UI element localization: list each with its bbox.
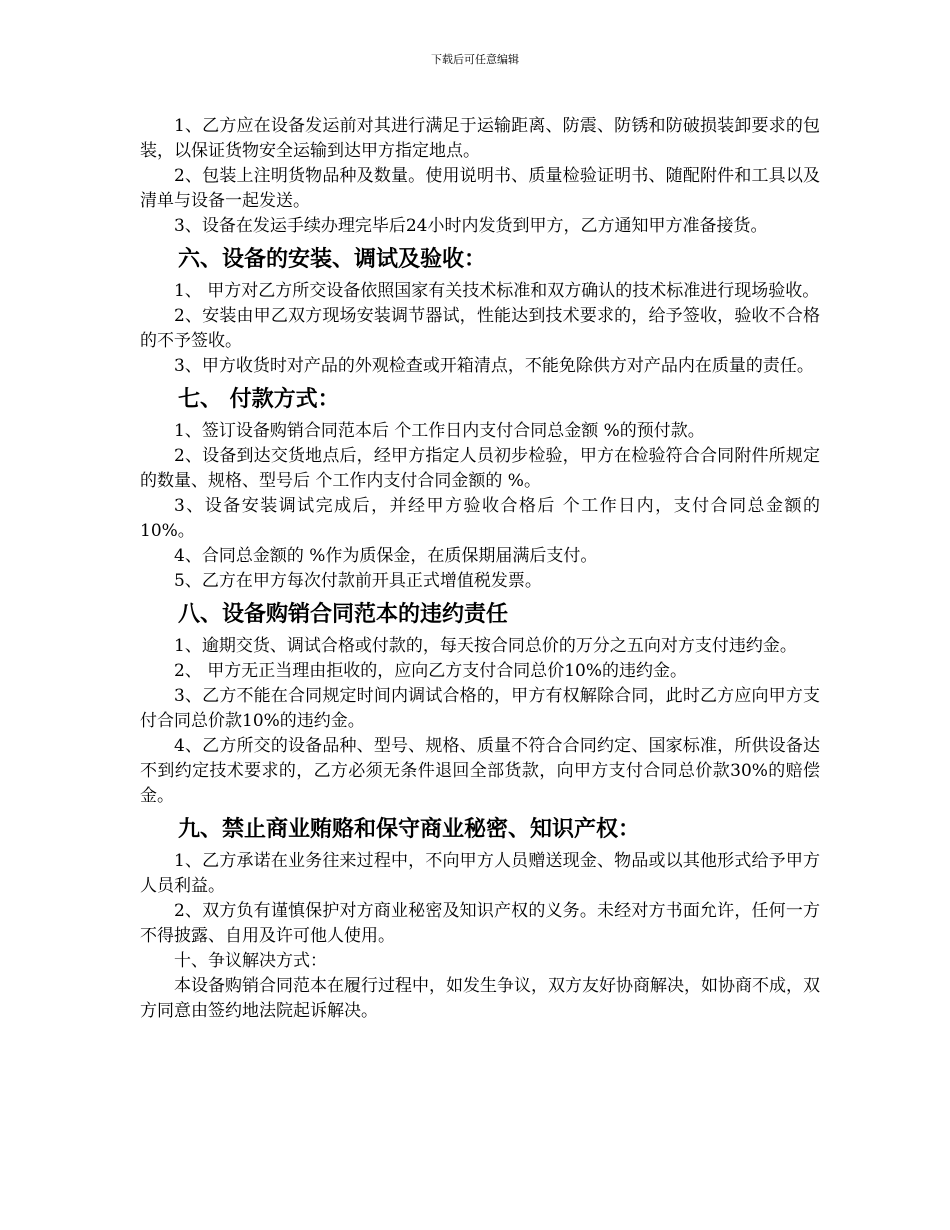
section7-heading: 七、 付款方式： — [178, 387, 340, 412]
section5-paragraph-2: 2、包装上注明货物品种及数量。使用说明书、质量检验证明书、随配附件和工具以及清单与设备一起发送。 — [140, 166, 820, 211]
section7-paragraph-1: 1、签订设备购销合同范本后 个工作日内支付合同总金额 %的预付款。 — [174, 421, 705, 441]
section6-heading: 六、设备的安装、调试及验收： — [178, 247, 487, 272]
section10-paragraph-1: 本设备购销合同范本在履行过程中，如发生争议，双方友好协商解决，如协商不成，双方同意由签约地法院起诉解决。 — [140, 976, 820, 1021]
document-body — [140, 114, 820, 1024]
section8-paragraph-3: 3、乙方不能在合同规定时间内调试合格的，甲方有权解除合同，此时乙方应向甲方支付合同总价款10%的违约金。 — [140, 686, 820, 731]
section8-paragraph-4: 4、乙方所交的设备品种、型号、规格、质量不符合合同约定、国家标准，所供设备达不到约定技术要求的，乙方必须无条件退回全部货款，向甲方支付合同总价款30%的赔偿金。 — [140, 736, 820, 806]
section5-paragraph-3: 3、设备在发运手续办理完毕后24小时内发货到甲方，乙方通知甲方准备接货。 — [174, 216, 768, 236]
section6-paragraph-3: 3、甲方收货时对产品的外观检查或开箱清点，不能免除供方对产品内在质量的责任。 — [174, 356, 814, 376]
section5-paragraph-1: 1、乙方应在设备发运前对其进行满足于运输距离、防震、防锈和防破损装卸要求的包装，以保证货物安全运输到达甲方指定地点。 — [140, 116, 820, 161]
section7-paragraph-5: 5、乙方在甲方每次付款前开具正式增值税发票。 — [174, 571, 542, 591]
section7-paragraph-4: 4、合同总金额的 %作为质保金，在质保期届满后支付。 — [174, 546, 598, 566]
section8-paragraph-2: 2、 甲方无正当理由拒收的，应向乙方支付合同总价10%的违约金。 — [174, 661, 688, 681]
section9-paragraph-2: 2、双方负有谨慎保护对方商业秘密及知识产权的义务。未经对方书面允许，任何一方不得披露、自用及许可他人使用。 — [140, 901, 820, 946]
section10-heading: 十、争议解决方式： — [174, 951, 327, 971]
section8-paragraph-1: 1、逾期交货、调试合格或付款的，每天按合同总价的万分之五向对方支付违约金。 — [174, 636, 797, 656]
section7-paragraph-2: 2、设备到达交货地点后，经甲方指定人员初步检验，甲方在检验符合合同附件所规定的数量、规格、型号后 个工作内支付合同金额的 %。 — [140, 446, 820, 491]
section8-heading: 八、设备购销合同范本的违约责任 — [178, 602, 509, 627]
section6-paragraph-2: 2、安装由甲乙双方现场安装调节器试，性能达到技术要求的，给予签收，验收不合格的不予签收。 — [140, 306, 820, 351]
section9-heading: 九、禁止商业贿赂和保守商业秘密、知识产权： — [178, 817, 641, 842]
section7-paragraph-3: 3、设备安装调试完成后，并经甲方验收合格后 个工作日内，支付合同总金额的10%。 — [140, 496, 820, 541]
section6-paragraph-1: 1、 甲方对乙方所交设备依照国家有关技术标准和双方确认的技术标准进行现场验收。 — [174, 281, 820, 301]
section9-paragraph-1: 1、乙方承诺在业务往来过程中，不向甲方人员赠送现金、物品或以其他形式给予甲方人员利益。 — [140, 851, 820, 896]
page-header: 下载后可任意编辑 — [431, 53, 519, 66]
